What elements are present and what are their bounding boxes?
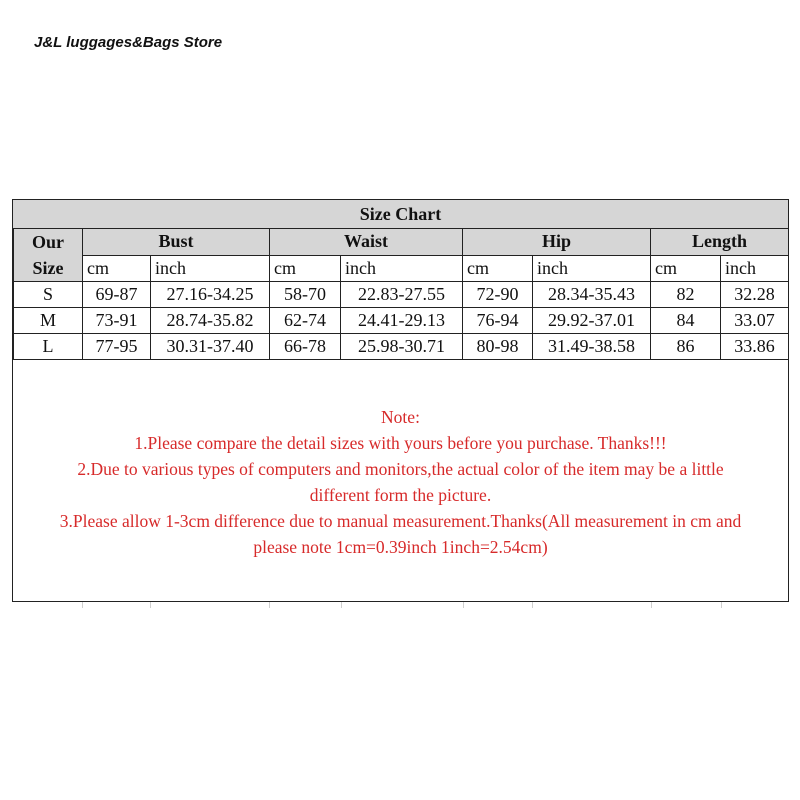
length-inch-cell: 33.86 (721, 334, 789, 360)
unit-cell: inch (721, 255, 789, 282)
waist-cm-cell: 66-78 (270, 334, 341, 360)
grid-line (150, 602, 151, 608)
note-line-2a: 2.Due to various types of computers and monitors,the actual color of the item may be a little (77, 459, 724, 479)
size-cell: M (14, 308, 83, 334)
length-inch-cell: 33.07 (721, 308, 789, 334)
size-chart-sheet (12, 199, 789, 602)
hip-cm-cell: 80-98 (463, 334, 533, 360)
unit-cell: cm (83, 255, 151, 282)
note-heading: Note: (381, 407, 420, 427)
our-size-header-bottom: Size (32, 258, 64, 278)
length-cm-cell: 82 (651, 282, 721, 308)
grid-line (651, 602, 652, 608)
grid-line (82, 602, 83, 608)
size-cell: S (14, 282, 83, 308)
grid-line (463, 602, 464, 608)
size-chart-table (13, 228, 789, 360)
bust-inch-cell: 28.74-35.82 (151, 308, 270, 334)
unit-cell: cm (463, 255, 533, 282)
group-header-row (14, 229, 789, 256)
bust-cm-cell: 69-87 (83, 282, 151, 308)
size-cell: L (14, 334, 83, 360)
bust-header: Bust (83, 229, 270, 256)
hip-inch-cell: 31.49-38.58 (533, 334, 651, 360)
length-inch-cell: 32.28 (721, 282, 789, 308)
hip-cm-cell: 72-90 (463, 282, 533, 308)
our-size-header (14, 229, 83, 282)
grid-line (341, 602, 342, 608)
table-row (14, 334, 789, 360)
waist-cm-cell: 58-70 (270, 282, 341, 308)
unit-cell: inch (341, 255, 463, 282)
bust-cm-cell: 77-95 (83, 334, 151, 360)
table-row (14, 308, 789, 334)
unit-cell: cm (651, 255, 721, 282)
chart-title: Size Chart (13, 200, 788, 229)
waist-inch-cell: 22.83-27.55 (341, 282, 463, 308)
store-name: J&L luggages&Bags Store (34, 34, 223, 51)
waist-inch-cell: 25.98-30.71 (341, 334, 463, 360)
unit-cell: inch (533, 255, 651, 282)
hip-inch-cell: 28.34-35.43 (533, 282, 651, 308)
note-line-2b: different form the picture. (309, 485, 492, 505)
bust-cm-cell: 73-91 (83, 308, 151, 334)
grid-line (532, 602, 533, 608)
waist-cm-cell: 62-74 (270, 308, 341, 334)
grid-line (721, 602, 722, 608)
note-line-3a: 3.Please allow 1-3cm difference due to manual measurement.Thanks(All measurement in cm and (59, 511, 742, 531)
grid-line (269, 602, 270, 608)
waist-header: Waist (270, 229, 463, 256)
note-block (13, 404, 788, 560)
waist-inch-cell: 24.41-29.13 (341, 308, 463, 334)
bust-inch-cell: 27.16-34.25 (151, 282, 270, 308)
hip-cm-cell: 76-94 (463, 308, 533, 334)
note-line-3b: please note 1cm=0.39inch 1inch=2.54cm) (253, 537, 548, 557)
length-cm-cell: 86 (651, 334, 721, 360)
table-row (14, 282, 789, 308)
length-cm-cell: 84 (651, 308, 721, 334)
unit-cell: cm (270, 255, 341, 282)
hip-header: Hip (463, 229, 651, 256)
bust-inch-cell: 30.31-37.40 (151, 334, 270, 360)
our-size-header-top: Our (31, 232, 64, 252)
unit-header-row (14, 255, 789, 282)
unit-cell: inch (151, 255, 270, 282)
hip-inch-cell: 29.92-37.01 (533, 308, 651, 334)
length-header: Length (651, 229, 789, 256)
note-line-1: 1.Please compare the detail sizes with yours before you purchase. Thanks!!! (134, 433, 667, 453)
